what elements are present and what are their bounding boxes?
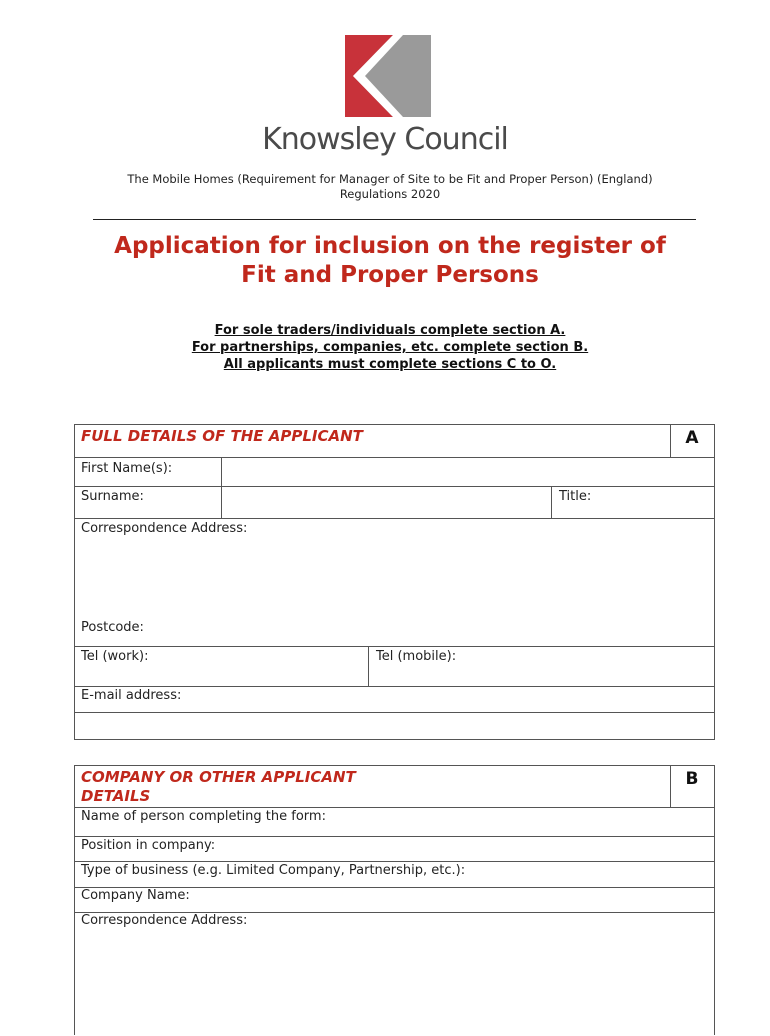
- section-a-title: FULL DETAILS OF THE APPLICANT: [81, 427, 363, 445]
- surname-field[interactable]: [222, 487, 551, 519]
- regulations-line-2: Regulations 2020: [339, 187, 441, 201]
- person-name-label: Name of person completing the form:: [81, 809, 326, 824]
- business-type-label: Type of business (e.g. Limited Company, Partnership, etc.):: [81, 863, 466, 878]
- regulations-text: [60, 172, 720, 202]
- divider: [93, 219, 696, 220]
- tel-work-label[interactable]: Tel (work):: [81, 649, 149, 664]
- instruction-3: All applicants must complete sections C to O.: [223, 357, 557, 372]
- person-name-row[interactable]: [75, 807, 714, 836]
- brand-name: Knowsley Council: [262, 122, 508, 157]
- section-b-title-line-1: COMPANY OR OTHER APPLICANT: [81, 768, 356, 786]
- first-name-row: [75, 457, 714, 486]
- section-b-title: [81, 768, 356, 806]
- email-field[interactable]: [75, 712, 714, 740]
- tel-mobile-label[interactable]: Tel (mobile):: [376, 649, 457, 664]
- first-name-label: First Name(s):: [81, 461, 173, 476]
- company-name-row[interactable]: [75, 887, 714, 912]
- surname-row: [75, 486, 714, 518]
- address-row[interactable]: [75, 518, 714, 646]
- company-address-row[interactable]: [75, 912, 714, 1036]
- email-label: E-mail address:: [81, 688, 182, 703]
- first-name-field[interactable]: [222, 458, 714, 487]
- knowsley-council-logo: [345, 35, 431, 117]
- company-address-label: Correspondence Address:: [81, 913, 248, 928]
- position-label: Position in company:: [81, 838, 216, 853]
- address-label: Correspondence Address:: [81, 521, 248, 536]
- regulations-line-1: The Mobile Homes (Requirement for Manager of Site to be Fit and Proper Person) (England): [127, 172, 653, 186]
- business-type-row[interactable]: [75, 861, 714, 887]
- email-label-row: [75, 686, 714, 712]
- company-name-label: Company Name:: [81, 888, 190, 903]
- title-line-2: Fit and Proper Persons: [241, 262, 539, 288]
- telephone-row: [75, 646, 714, 686]
- section-a-letter: A: [685, 428, 699, 448]
- instruction-2: For partnerships, companies, etc. complete section B.: [191, 340, 589, 355]
- instruction-1: For sole traders/individuals complete section A.: [214, 323, 566, 338]
- section-b: [74, 765, 715, 1035]
- section-b-letter: B: [685, 769, 699, 789]
- surname-label: Surname:: [81, 489, 144, 504]
- divider: [551, 487, 552, 519]
- title-line-1: Application for inclusion on the register of: [114, 233, 666, 259]
- divider: [368, 647, 369, 687]
- instructions: [60, 322, 720, 373]
- postcode-label: Postcode:: [81, 620, 144, 635]
- section-a: [74, 424, 715, 740]
- section-b-title-line-2: DETAILS: [81, 787, 151, 805]
- page-title: [40, 232, 740, 290]
- position-row[interactable]: [75, 836, 714, 861]
- title-field-label[interactable]: Title:: [559, 489, 592, 504]
